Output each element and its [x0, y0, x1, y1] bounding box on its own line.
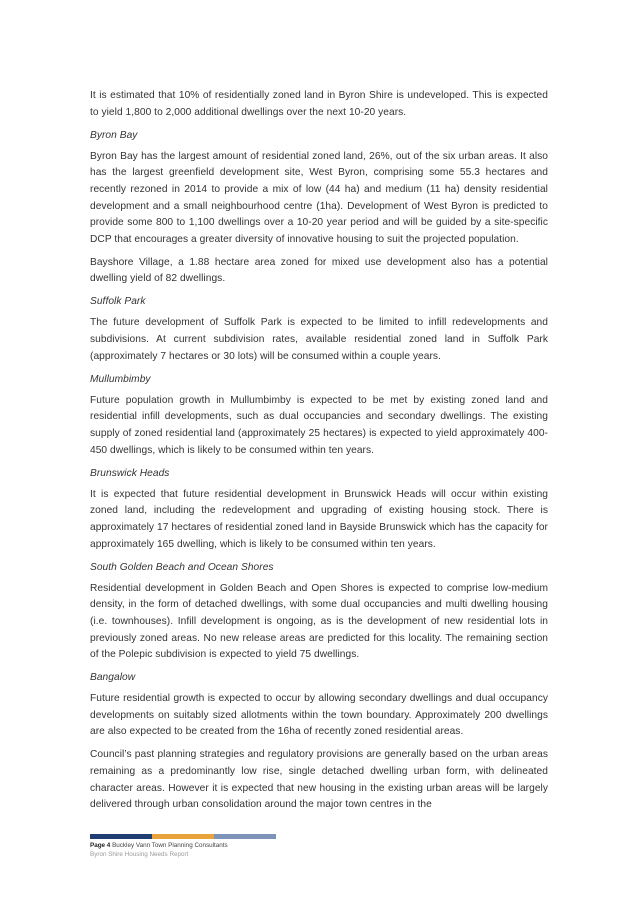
body-paragraph: It is expected that future residential development in Brunswick Heads will occur within existing zoned land, including the redevelopment and upgrading of existing housing stock. There is approximately 17 hectares of residential zoned land in Bayside Brunswick which has the capacity for approximately 165 dwelling, which is likely to be consumed within ten years. — [90, 488, 548, 550]
footer-bar-segment-orange — [152, 834, 214, 839]
body-paragraph: Council’s past planning strategies and regulatory provisions are generally based on the urban areas remaining as a predominantly low rise, single detached dwelling urban form, with delineated character areas. However it is expected that new housing in the existing urban areas will be largely delivered through urban consolidation around the major town centres in the — [90, 749, 548, 811]
section-heading: Bangalow — [90, 672, 136, 684]
body-paragraph: Future population growth in Mullumbimby is expected to be met by existing zoned land and residential infill developments, such as dual occupancies and secondary dwellings. The existing supply of zoned residential land (approximately 25 hectares) is expected to yield approximately 400-450 dwellings, which is likely to be consumed within ten years. — [90, 394, 548, 456]
footer-company: Buckley Vann Town Planning Consultants — [112, 842, 228, 849]
page-number: Page 4 — [90, 842, 111, 849]
footer-color-bar — [90, 834, 276, 839]
footer-line-1 — [90, 842, 228, 851]
body-paragraph: The future development of Suffolk Park is expected to be limited to infill redevelopments and subdivisions. At current subdivision rates, available residential zoned land in Suffolk Park (approximately 7 hectares or 30 lots) will be consumed within a couple years. — [90, 317, 548, 362]
body-paragraph: It is estimated that 10% of residentially zoned land in Byron Shire is undeveloped. This is expected to yield 1,800 to 2,000 additional dwellings over the next 10-20 years. — [90, 90, 548, 118]
footer-bar-segment-navy — [90, 834, 152, 839]
body-paragraph: Future residential growth is expected to occur by allowing secondary dwellings and dual occupancy developments on suitably sized allotments within the town boundary. Approximately 200 dwellings are also expected to be created from the 16ha of recently zoned residential areas. — [90, 693, 548, 738]
section-heading: Byron Bay — [90, 129, 138, 141]
section-heading: Suffolk Park — [90, 296, 146, 308]
document-body — [90, 88, 548, 820]
section-heading: Brunswick Heads — [90, 467, 170, 479]
footer-bar-segment-blue — [214, 834, 276, 839]
body-paragraph: Bayshore Village, a 1.88 hectare area zoned for mixed use development also has a potential dwelling yield of 82 dwellings. — [90, 256, 548, 285]
section-heading: Mullumbimby — [90, 373, 151, 385]
body-paragraph: Byron Bay has the largest amount of residential zoned land, 26%, out of the six urban areas. It also has the largest greenfield development site, West Byron, comprising some 55.3 hectares and recently rezoned in 2014 to provide a mix of low (44 ha) and medium (11 ha) density residential development and a small neighbourhood centre (1ha). Development of West Byron is predicted to provide some 800 to 1,100 dwellings over a 10-20 year period and will be guided by a site-specific DCP that encourages a greater diversity of innovative housing to suit the projected population. — [90, 150, 548, 245]
page-footer — [90, 842, 228, 859]
footer-report-title: Byron Shire Housing Needs Report — [90, 850, 189, 858]
body-paragraph: Residential development in Golden Beach and Open Shores is expected to comprise low-medium density, in the form of detached dwellings, with some dual occupancies and multi dwelling housing (i.e. townhouses). Infill development is ongoing, as is the development of new residential lots in previously zoned areas. No new release areas are predicted for this locality. The remaining section of the Polepic subdivision is expected to yield 75 dwellings. — [90, 582, 548, 661]
section-heading: South Golden Beach and Ocean Shores — [90, 561, 274, 573]
